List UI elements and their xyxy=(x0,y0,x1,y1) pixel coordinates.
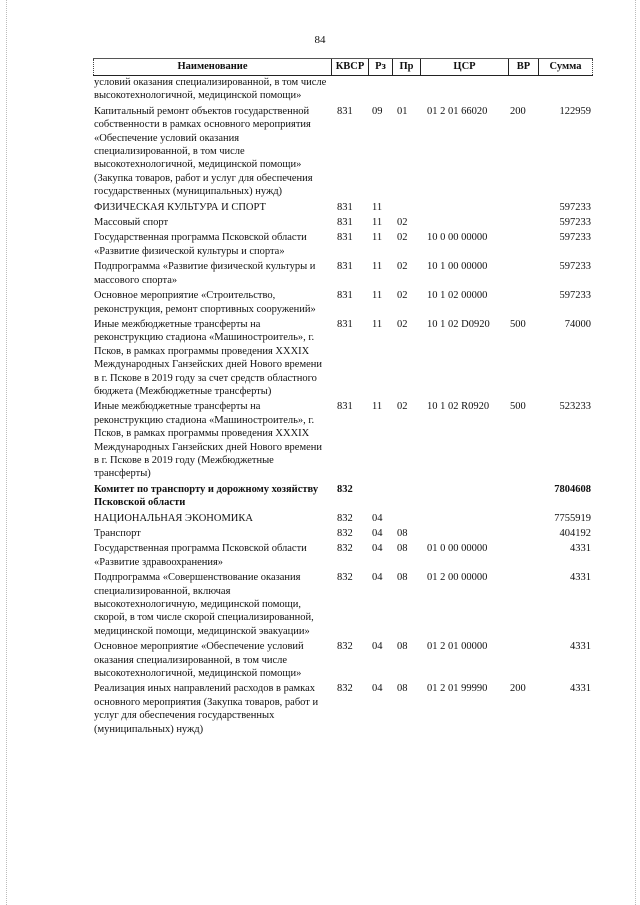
cell-kvsr: 832 xyxy=(337,683,353,695)
cell-name: Иные межбюджетные трансферты на реконструкцию стадиона «Машиностроитель», г. Псков, в рамках программы проведения XXXIX Международных Ганзейских дней Нового времени в г. Пскове в 2019 году (Межбюджетные трансферты) xyxy=(94,401,323,480)
table-row xyxy=(93,542,593,569)
scan-edge-right xyxy=(635,0,636,905)
cell-sum: 7804608 xyxy=(554,483,591,495)
cell-pr: 08 xyxy=(397,543,408,555)
cell-rz xyxy=(368,483,392,510)
cell-pr: 02 xyxy=(397,318,408,330)
cell-pr: 02 xyxy=(397,401,408,413)
cell-kvsr: 832 xyxy=(337,543,353,555)
cell-sum: 74000 xyxy=(564,318,591,330)
header-vr: ВР xyxy=(508,59,538,75)
cell-sum: 597233 xyxy=(559,290,591,302)
cell-kvsr: 831 xyxy=(337,290,353,302)
cell-kvsr: 832 xyxy=(337,641,353,653)
table-row xyxy=(93,571,593,638)
cell-vr xyxy=(508,260,538,287)
cell-vr: 200 xyxy=(510,683,526,695)
cell-csr: 10 1 02 00000 xyxy=(427,290,488,302)
cell-vr xyxy=(508,542,538,569)
cell-rz: 11 xyxy=(372,232,383,244)
cell-sum xyxy=(538,76,593,103)
cell-sum: 4331 xyxy=(570,641,591,653)
cell-csr: 10 1 00 00000 xyxy=(427,261,488,273)
cell-name: Массовый спорт xyxy=(94,217,169,229)
cell-vr xyxy=(508,201,538,214)
cell-rz: 04 xyxy=(372,528,383,539)
cell-sum: 4331 xyxy=(570,572,591,584)
cell-csr xyxy=(420,527,508,540)
cell-sum: 597233 xyxy=(559,261,591,273)
cell-name: Подпрограмма «Развитие физической культуры и массового спорта» xyxy=(94,261,316,286)
header-csr: ЦСР xyxy=(420,59,508,75)
budget-table xyxy=(93,58,593,736)
cell-rz: 11 xyxy=(372,318,383,330)
cell-csr: 10 1 02 D0920 xyxy=(427,318,490,330)
table-row xyxy=(93,105,593,199)
table-row xyxy=(93,318,593,398)
cell-pr xyxy=(392,483,420,510)
cell-sum: 4331 xyxy=(570,543,591,555)
cell-csr: 01 2 01 99990 xyxy=(427,683,488,695)
table-row xyxy=(93,216,593,229)
cell-pr: 02 xyxy=(397,232,408,244)
cell-sum: 404192 xyxy=(559,528,591,539)
cell-name: НАЦИОНАЛЬНАЯ ЭКОНОМИКА xyxy=(94,512,253,524)
table-row xyxy=(93,201,593,214)
table-row xyxy=(93,76,593,103)
cell-name: Иные межбюджетные трансферты на реконструкцию стадиона «Машиностроитель», г. Псков, в рамках программы проведения XXXIX Международных Ганзейских дней Нового времени в г. Пскове в 2019 году за счет средств областного бюджета (Межбюджетные трансферты) xyxy=(94,318,323,397)
cell-rz: 04 xyxy=(372,543,383,555)
cell-pr: 02 xyxy=(397,261,408,273)
cell-pr xyxy=(392,512,420,525)
cell-csr: 01 2 01 00000 xyxy=(427,641,488,653)
cell-pr: 08 xyxy=(397,641,408,653)
cell-sum: 523233 xyxy=(559,401,591,413)
cell-csr: 01 2 00 00000 xyxy=(427,572,488,584)
cell-name: Подпрограмма «Совершенствование оказания специализированной, включая высокотехнологичную, медицинской помощи, скорой, в том числе скорой специализированной, медицинской помощи, медицинской эвакуации» xyxy=(94,572,314,637)
cell-name: условий оказания специализированной, в том числе высокотехнологичной, медицинской помощи» xyxy=(94,77,327,102)
cell-vr xyxy=(508,231,538,258)
cell-rz xyxy=(368,76,392,103)
cell-kvsr: 832 xyxy=(337,528,353,539)
cell-name: Государственная программа Псковской области «Развитие здравоохранения» xyxy=(94,543,307,568)
cell-kvsr: 831 xyxy=(337,318,353,330)
cell-vr: 500 xyxy=(510,318,526,330)
cell-sum: 597233 xyxy=(559,201,591,213)
cell-kvsr: 831 xyxy=(337,401,353,413)
cell-csr xyxy=(420,76,508,103)
header-pr: Пр xyxy=(392,59,420,75)
cell-pr: 08 xyxy=(397,528,408,539)
cell-name: Капитальный ремонт объектов государственной собственности в рамках основного мероприятия «Обеспечение условий оказания специализированной, в том числе высокотехнологичной, медицинской помощи» (Закупка товаров, работ и услуг для обеспечения государственных (муниципальных) нужд) xyxy=(94,105,313,198)
table-row xyxy=(93,289,593,316)
cell-kvsr: 831 xyxy=(337,232,353,244)
cell-sum: 4331 xyxy=(570,683,591,695)
cell-rz: 11 xyxy=(372,217,383,229)
cell-kvsr: 832 xyxy=(337,483,353,495)
cell-csr xyxy=(420,483,508,510)
cell-rz: 04 xyxy=(372,512,383,524)
page-number: 84 xyxy=(314,34,326,46)
cell-rz: 11 xyxy=(372,401,383,413)
cell-pr: 01 xyxy=(397,105,408,117)
table-body xyxy=(93,76,593,736)
table-row xyxy=(93,231,593,258)
cell-pr: 08 xyxy=(397,683,408,695)
cell-sum: 597233 xyxy=(559,232,591,244)
cell-csr xyxy=(420,512,508,525)
cell-csr xyxy=(420,201,508,214)
cell-rz: 11 xyxy=(372,201,383,213)
cell-kvsr: 831 xyxy=(337,201,353,213)
cell-name: Транспорт xyxy=(94,528,141,539)
cell-csr: 10 1 02 R0920 xyxy=(427,401,490,413)
cell-kvsr: 831 xyxy=(337,261,353,273)
cell-name: Комитет по транспорту и дорожному хозяйству Псковской области xyxy=(94,483,319,509)
cell-vr: 500 xyxy=(510,401,526,413)
cell-name: Основное мероприятие «Обеспечение условий оказания специализированной, в том числе высокотехнологичной, медицинской помощи» xyxy=(94,641,304,680)
cell-vr xyxy=(508,640,538,680)
cell-csr: 01 2 01 66020 xyxy=(427,105,488,117)
cell-csr: 10 0 00 00000 xyxy=(427,232,488,244)
scan-edge-left xyxy=(6,0,7,905)
cell-pr: 08 xyxy=(397,572,408,584)
cell-kvsr: 831 xyxy=(337,217,353,229)
cell-sum: 122959 xyxy=(559,105,591,117)
table-row xyxy=(93,483,593,510)
cell-name: ФИЗИЧЕСКАЯ КУЛЬТУРА И СПОРТ xyxy=(94,201,266,213)
header-name: Наименование xyxy=(93,59,331,75)
cell-vr xyxy=(508,571,538,638)
table-header xyxy=(93,58,593,76)
cell-kvsr: 832 xyxy=(337,572,353,584)
cell-name: Реализация иных направлений расходов в рамках основного мероприятия (Закупка товаров, работ и услуг для обеспечения государственных (муниципальных) нужд) xyxy=(94,683,319,735)
cell-kvsr: 831 xyxy=(337,105,353,117)
cell-rz: 04 xyxy=(372,572,383,584)
cell-kvsr: 832 xyxy=(337,512,353,524)
cell-rz: 04 xyxy=(372,641,383,653)
cell-csr xyxy=(420,216,508,229)
cell-pr: 02 xyxy=(397,217,408,229)
table-row xyxy=(93,260,593,287)
cell-pr: 02 xyxy=(397,290,408,302)
header-sum: Сумма xyxy=(538,59,593,75)
table-row xyxy=(93,527,593,540)
cell-vr xyxy=(508,483,538,510)
cell-rz: 04 xyxy=(372,683,383,695)
table-row xyxy=(93,512,593,525)
cell-vr xyxy=(508,512,538,525)
cell-name: Основное мероприятие «Строительство, реконструкция, ремонт спортивных сооружений» xyxy=(94,290,316,315)
cell-vr xyxy=(508,216,538,229)
cell-csr: 01 0 00 00000 xyxy=(427,543,488,555)
cell-sum: 7755919 xyxy=(554,512,591,524)
cell-rz: 11 xyxy=(372,261,383,273)
header-kvsr: КВСР xyxy=(331,59,368,75)
cell-pr xyxy=(392,201,420,214)
cell-vr xyxy=(508,76,538,103)
table-row xyxy=(93,400,593,480)
table-row xyxy=(93,682,593,736)
header-rz: Рз xyxy=(368,59,392,75)
cell-vr xyxy=(508,527,538,540)
cell-vr: 200 xyxy=(510,105,526,117)
cell-rz: 09 xyxy=(372,105,383,117)
cell-pr xyxy=(392,76,420,103)
cell-kvsr xyxy=(331,76,368,103)
cell-rz: 11 xyxy=(372,290,383,302)
cell-sum: 597233 xyxy=(559,217,591,229)
table-row xyxy=(93,640,593,680)
cell-vr xyxy=(508,289,538,316)
cell-name: Государственная программа Псковской области «Развитие физической культуры и спорта» xyxy=(94,232,307,257)
